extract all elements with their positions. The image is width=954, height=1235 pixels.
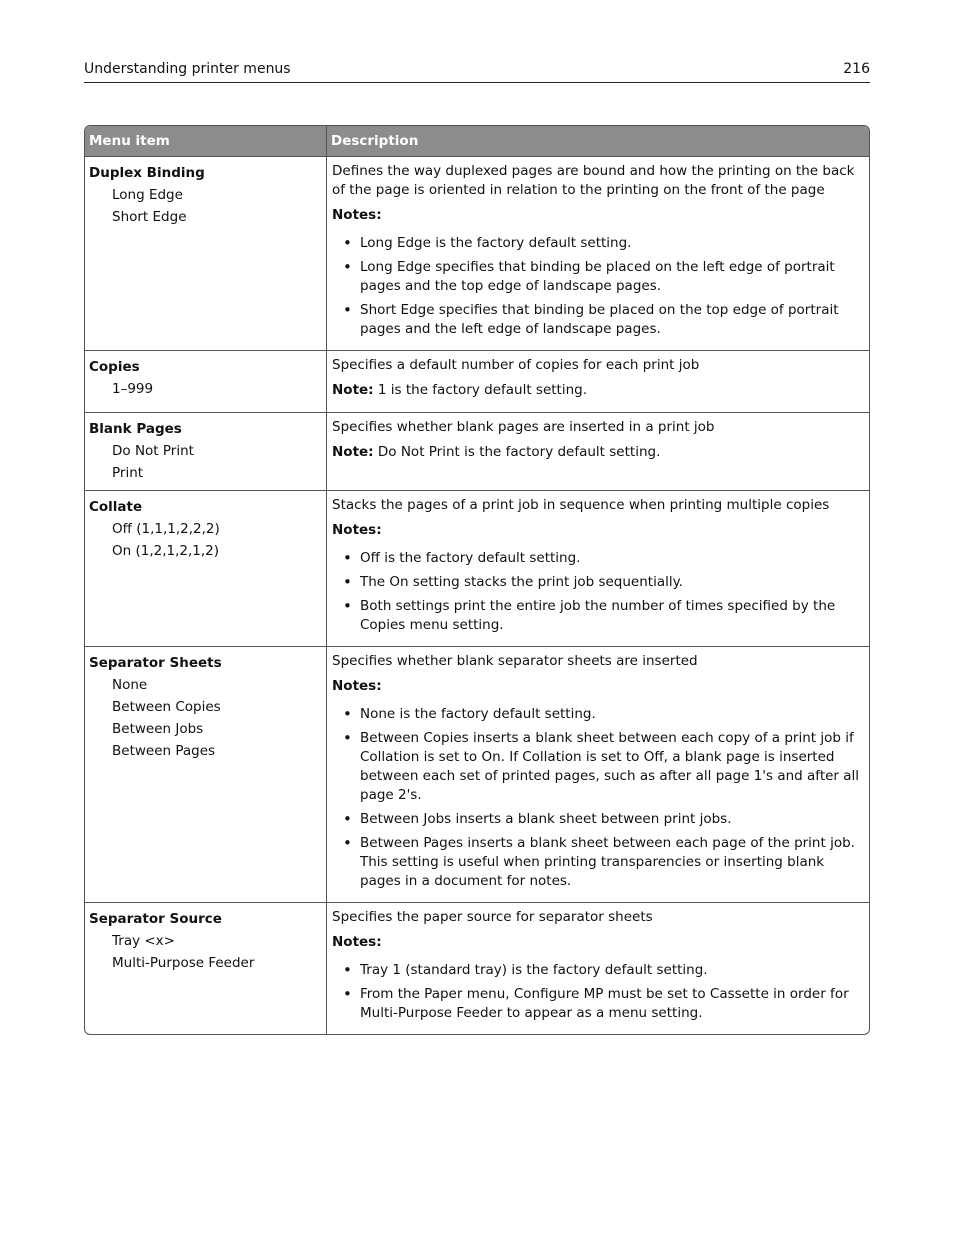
- menu-option: Off (1,1,1,2,2,2): [112, 521, 220, 537]
- page-header: [84, 60, 870, 83]
- table-row: [85, 156, 869, 350]
- menu-option: Do Not Print: [112, 443, 194, 459]
- menu-item-name: Collate: [89, 499, 143, 515]
- menu-option: Long Edge: [112, 187, 183, 203]
- note-item: • Long Edge specifies that binding be placed on the left edge of portrait pages and the top edge of landscape pages.: [332, 258, 865, 296]
- notes-label: Notes:: [332, 678, 382, 694]
- description-cell: [327, 413, 869, 490]
- description-cell: [327, 157, 869, 350]
- notes-label: Notes:: [332, 934, 382, 950]
- table-row: [85, 902, 869, 1034]
- notes-list: [332, 549, 865, 635]
- note-label: Note:: [332, 382, 374, 398]
- menu-item-cell: [85, 413, 327, 490]
- menu-item-name: Separator Sheets: [89, 655, 222, 671]
- menu-option: Multi-Purpose Feeder: [112, 955, 255, 971]
- note-item: • Short Edge specifies that binding be placed on the top edge of portrait pages and the left edge of landscape pages.: [332, 301, 865, 339]
- page-number: 216: [843, 61, 870, 77]
- note-item: • Tray 1 (standard tray) is the factory default setting.: [332, 961, 865, 980]
- notes-list: [332, 234, 865, 339]
- note-text: 1 is the factory default setting.: [377, 382, 588, 398]
- menu-option: On (1,2,1,2,1,2): [112, 543, 219, 559]
- description-text: Specifies a default number of copies for each print job: [332, 357, 700, 373]
- menu-option: None: [112, 677, 148, 693]
- description-cell: [327, 647, 869, 902]
- note-item: • Off is the factory default setting.: [332, 549, 865, 568]
- menu-option: Print: [112, 465, 144, 481]
- menu-option: Between Copies: [112, 699, 221, 715]
- note-line: [332, 381, 865, 400]
- column-header-description: Description: [331, 133, 419, 149]
- menu-item-name: Blank Pages: [89, 421, 182, 437]
- note-item: • Between Pages inserts a blank sheet between each page of the print job. This setting is useful when printing transparencies or inserting blank pages in a document for notes.: [332, 834, 865, 891]
- note-text: Do Not Print is the factory default setting.: [377, 444, 661, 460]
- menu-item-cell: [85, 903, 327, 1034]
- description-text: Specifies whether blank pages are inserted in a print job: [332, 419, 715, 435]
- note-item: • None is the factory default setting.: [332, 705, 865, 724]
- menu-table: [84, 125, 870, 1035]
- table-row: [85, 412, 869, 490]
- menu-item-name: Copies: [89, 359, 140, 375]
- table-row: [85, 646, 869, 902]
- notes-label: Notes:: [332, 207, 382, 223]
- table-row: [85, 350, 869, 412]
- note-item: • Between Jobs inserts a blank sheet between print jobs.: [332, 810, 865, 829]
- notes-list: [332, 961, 865, 1023]
- notes-list: [332, 705, 865, 891]
- description-text: Defines the way duplexed pages are bound and how the printing on the back of the page is oriented in relation to the printing on the front of the page: [332, 163, 855, 198]
- note-label: Note:: [332, 444, 374, 460]
- description-cell: [327, 351, 869, 412]
- description-text: Specifies whether blank separator sheets are inserted: [332, 653, 698, 669]
- note-line: [332, 443, 865, 462]
- note-item: • From the Paper menu, Configure MP must be set to Cassette in order for Multi-Purpose Feeder to appear as a menu setting.: [332, 985, 865, 1023]
- menu-option: 1–999: [112, 381, 154, 397]
- menu-item-cell: [85, 491, 327, 646]
- menu-item-name: Separator Source: [89, 911, 222, 927]
- table-row: [85, 490, 869, 646]
- description-cell: [327, 903, 869, 1034]
- note-item: • Long Edge is the factory default setting.: [332, 234, 865, 253]
- menu-item-name: Duplex Binding: [89, 165, 205, 181]
- note-item: • Both settings print the entire job the number of times specified by the Copies menu setting.: [332, 597, 865, 635]
- column-header-menu-item: Menu item: [85, 126, 327, 156]
- notes-label: Notes:: [332, 522, 382, 538]
- note-item: • Between Copies inserts a blank sheet between each copy of a print job if Collation is set to On. If Collation is set to Off, a blank page is inserted between each set of printed pages, such as after all page 1's and after all page 2's.: [332, 729, 865, 805]
- menu-option: Between Jobs: [112, 721, 204, 737]
- description-text: Stacks the pages of a print job in sequence when printing multiple copies: [332, 497, 830, 513]
- table-header: [85, 126, 869, 156]
- menu-option: Between Pages: [112, 743, 216, 759]
- menu-option: Tray <x>: [112, 933, 175, 949]
- menu-item-cell: [85, 351, 327, 412]
- menu-item-cell: [85, 157, 327, 350]
- menu-item-cell: [85, 647, 327, 902]
- menu-option: Short Edge: [112, 209, 187, 225]
- description-text: Specifies the paper source for separator sheets: [332, 909, 653, 925]
- description-cell: [327, 491, 869, 646]
- page-header-title: Understanding printer menus: [84, 61, 291, 77]
- note-item: • The On setting stacks the print job sequentially.: [332, 573, 865, 592]
